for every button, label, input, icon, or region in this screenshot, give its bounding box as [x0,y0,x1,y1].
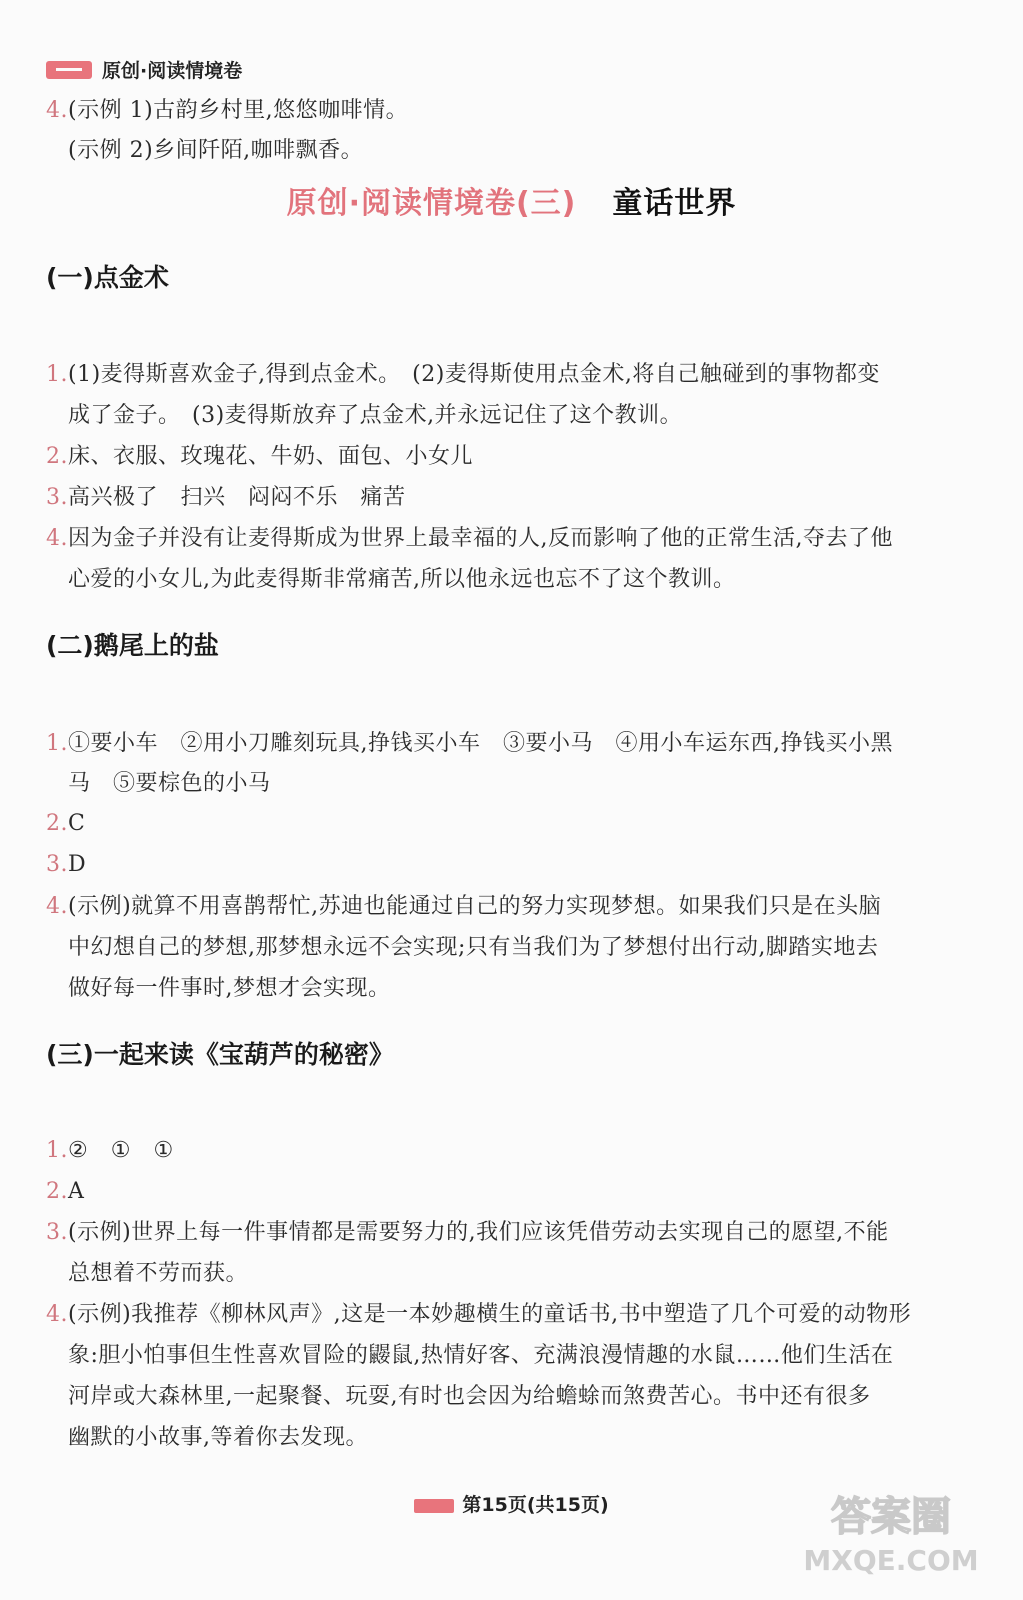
item-number: 4. [46,894,68,919]
list-item [46,524,893,554]
watermark-logo [781,1480,1001,1580]
section-heading-2: (二)鹅尾上的盐 [46,631,219,660]
prev-answer-4 [46,96,408,126]
answer-text: ② ① ① [68,1138,174,1163]
running-header [46,56,242,83]
list-item [46,360,880,390]
watermark-text-1: 答案圈 [831,1494,951,1540]
item-number: 1. [46,731,68,756]
list-item [46,442,473,472]
item-number: 1. [46,362,68,387]
answer-text: 因为金子并没有让麦得斯成为世界上最幸福的人,反而影响了他的正常生活,夺去了他 [68,526,893,551]
list-item [46,892,881,922]
answer-text: (示例)我推荐《柳林风声》,这是一本妙趣横生的童话书,书中塑造了几个可爱的动物形 [68,1302,912,1327]
list-item [46,729,893,759]
list-item [46,1136,174,1166]
list-item [46,483,406,513]
answer-continuation: 象:胆小怕事但生性喜欢冒险的鼹鼠,热情好客、充满浪漫情趣的水鼠……他们生活在 [68,1343,894,1368]
answer-continuation: 马 ⑤要棕色的小马 [68,771,271,796]
answer-continuation: 幽默的小故事,等着你去发现。 [68,1425,368,1450]
answer-text: D [68,852,87,877]
watermark-text-2: MXQE.COM [803,1544,979,1577]
list-item [46,850,86,880]
answer-text: 高兴极了 扫兴 闷闷不乐 痛苦 [68,485,406,510]
item-number: 3. [46,1220,68,1245]
answer-text: C [68,811,86,836]
answer-continuation: 中幻想自己的梦想,那梦想永远不会实现;只有当我们为了梦想付出行动,脚踏实地去 [68,935,879,960]
section-heading-1: (一)点金术 [46,263,169,292]
brand-logo-icon [414,1499,454,1513]
list-item [46,809,85,839]
answer-continuation: 心爱的小女儿,为此麦得斯非常痛苦,所以他永远也忘不了这个教训。 [68,567,736,592]
answer-text: (示例 1)古韵乡村里,悠悠咖啡情。 [68,98,409,123]
item-number: 2. [46,1179,68,1204]
answer-text: A [68,1179,85,1204]
header-title: 原创·阅读情境卷 [102,60,243,82]
prev-answer-4-line2: (示例 2)乡间阡陌,咖啡飘香。 [68,138,364,163]
title-theme: 童话世界 [612,186,737,221]
item-number: 4. [46,98,68,123]
answer-text: (示例)就算不用喜鹊帮忙,苏迪也能通过自己的努力实现梦想。如果我们只是在头脑 [68,894,882,919]
answer-continuation: 河岸或大森林里,一起聚餐、玩耍,有时也会因为给蟾蜍而煞费苦心。书中还有很多 [68,1384,871,1409]
title-main: 原创·阅读情境卷(三) [286,186,577,221]
answer-text: (1)麦得斯喜欢金子,得到点金术。 (2)麦得斯使用点金术,将自己触碰到的事物都变 [68,362,880,387]
item-number: 4. [46,1302,68,1327]
list-item [46,1218,889,1248]
item-number: 2. [46,811,68,836]
item-number: 1. [46,1138,68,1163]
item-number: 2. [46,444,68,469]
answer-text: (示例)世界上每一件事情都是需要努力的,我们应该凭借劳动去实现自己的愿望,不能 [68,1220,889,1245]
brand-logo-icon [46,61,92,79]
item-number: 3. [46,485,68,510]
answer-continuation: 做好每一件事时,梦想才会实现。 [68,976,391,1001]
list-item [46,1177,84,1207]
section-heading-3: (三)一起来读《宝葫芦的秘密》 [46,1040,394,1069]
answer-text: 床、衣服、玫瑰花、牛奶、面包、小女儿 [68,444,474,469]
item-number: 3. [46,852,68,877]
answer-text: ①要小车 ②用小刀雕刻玩具,挣钱买小车 ③要小马 ④用小车运东西,挣钱买小黑 [68,731,893,756]
item-number: 4. [46,526,68,551]
answer-continuation: 成了金子。 (3)麦得斯放弃了点金术,并永远记住了这个教训。 [68,403,683,428]
page-number: 第15页(共15页) [462,1494,609,1516]
page-title [0,178,1023,222]
list-item [46,1300,911,1330]
answer-continuation: 总想着不劳而获。 [68,1261,249,1286]
